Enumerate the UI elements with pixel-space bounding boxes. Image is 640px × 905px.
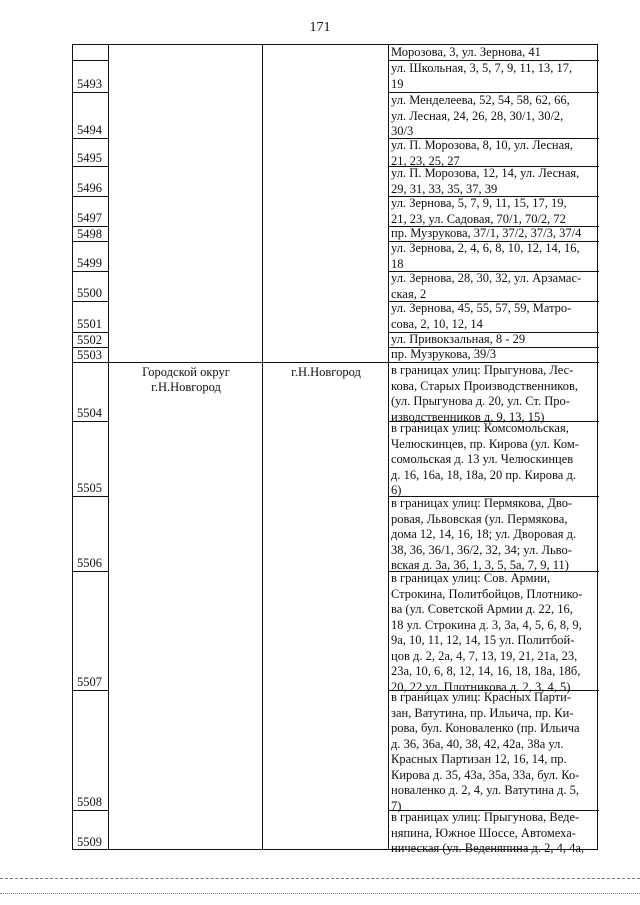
address-cell: в границах улиц: Прыгунова, Веде- няпина, Южное Шоссе, Автомеха- ническая (ул. Веденяпина д. 2, 4, 4а, <box>391 810 585 855</box>
district-number: 5493 <box>77 77 102 91</box>
address-cell: Морозова, 3, ул. Зернова, 41 <box>391 45 541 59</box>
address-cell: в границах улиц: Комсомольская, Челюскинцев, пр. Кирова (ул. Ком- сомольская д. 13 ул. Челюскинцев д. 16, 16а, 18, 18а, 20 пр. Кирова д. 6) <box>391 421 579 497</box>
row-divider <box>73 196 108 197</box>
scan-artifact-line <box>0 893 640 894</box>
address-cell: ул. Зернова, 5, 7, 9, 11, 15, 17, 19, 21, 23, ул. Садовая, 70/1, 70/2, 72 <box>391 196 567 226</box>
district-number: 5501 <box>77 317 102 331</box>
page-number: 171 <box>309 20 331 35</box>
district-number: 5499 <box>77 256 102 270</box>
district-number: 5503 <box>77 348 102 362</box>
row-divider <box>73 301 108 302</box>
row-divider <box>73 138 108 139</box>
row-divider <box>73 421 108 422</box>
scan-artifact-line <box>0 878 640 879</box>
row-divider <box>73 571 108 572</box>
city-name: г.Н.Новгород <box>291 365 361 379</box>
district-number: 5507 <box>77 675 102 689</box>
row-divider <box>73 166 108 167</box>
district-number: 5509 <box>77 835 102 849</box>
column-divider <box>262 45 263 849</box>
row-divider <box>73 690 108 691</box>
address-cell: ул. П. Морозова, 8, 10, ул. Лесная, 21, 23, 25, 27 <box>391 138 574 168</box>
address-cell: в границах улиц: Красных Парти- зан, Ватутина, пр. Ильича, пр. Ки- рова, бул. Коноваленко (пр. Ильича д. 36, 36а, 40, 38, 42, 42а, 38а ул. Красных Партизан 12, 16, 14, пр. Кирова д. 35, 43а, 35а, 33а, бул. Ко- новаленко д. 2, 4, ул. Ватутина д. 5, 7) <box>391 690 580 813</box>
district-number: 5505 <box>77 481 102 495</box>
district-number: 5496 <box>77 181 102 195</box>
district-number: 5502 <box>77 333 102 347</box>
address-cell: ул. Зернова, 2, 4, 6, 8, 10, 12, 14, 16, 18 <box>391 241 580 271</box>
row-divider <box>73 60 108 61</box>
address-cell: ул. Школьная, 3, 5, 7, 9, 11, 13, 17, 19 <box>391 61 573 91</box>
address-cell: пр. Музрукова, 37/1, 37/2, 37/3, 37/4 <box>391 226 582 240</box>
district-number: 5500 <box>77 286 102 300</box>
row-divider <box>73 496 108 497</box>
address-cell: ул. П. Морозова, 12, 14, ул. Лесная, 29, 31, 33, 35, 37, 39 <box>391 166 580 196</box>
district-number: 5504 <box>77 406 102 420</box>
region-name: Городской округ г.Н.Новгород <box>142 365 230 394</box>
address-cell: ул. Привокзальная, 8 - 29 <box>391 332 526 346</box>
address-cell: пр. Музрукова, 39/3 <box>391 347 496 361</box>
address-cell: в границах улиц: Пермякова, Дво- ровая, Львовская (ул. Пермякова, дома 12, 14, 16, 18; ул. Дворовая д. 38, 36, 36/1, 36/2, 32, 34; ул. Льво- вская д. 3а, 3б, 1, 3, 5, 5а, 7, 9, 11) <box>391 496 577 572</box>
address-cell: в границах улиц: Прыгунова, Лес- кова, Старых Производственников, (ул. Прыгунова д. 20, ул. Ст. Про- изводственников д. 9, 13, 15) <box>391 363 578 424</box>
column-divider <box>108 45 109 849</box>
district-number: 5506 <box>77 556 102 570</box>
district-number: 5494 <box>77 123 102 137</box>
row-divider <box>73 271 108 272</box>
row-divider <box>73 92 108 93</box>
address-table <box>72 44 598 855</box>
row-divider <box>73 810 108 811</box>
district-number: 5508 <box>77 795 102 809</box>
district-number: 5497 <box>77 211 102 225</box>
district-number: 5495 <box>77 151 102 165</box>
address-cell: ул. Зернова, 45, 55, 57, 59, Матро- сова, 2, 10, 12, 14 <box>391 301 572 331</box>
address-cell: ул. Менделеева, 52, 54, 58, 62, 66, ул. Лесная, 24, 26, 28, 30/1, 30/2, 30/3 <box>391 93 570 138</box>
row-divider <box>73 241 108 242</box>
address-cell: в границах улиц: Сов. Армии, Строкина, Политбойцов, Плотнико- ва (ул. Советской Армии д. 22, 16, 18 ул. Строкина д. 3, 3а, 4, 5, 6, 8, 9, 9а, 10, 11, 12, 14, 15 ул. Политбой- цов д. 2, 2а, 4, 7, 13, 19, 21, 21а, 23, 23а, 10, 6, 8, 12, 14, 16, 18, 18а, 18б, 20, 22 ул. Плотникова д. 2, 3, 4, 5) <box>391 571 583 694</box>
address-cell: ул. Зернова, 28, 30, 32, ул. Арзамас- ская, 2 <box>391 271 582 301</box>
district-number: 5498 <box>77 227 102 241</box>
